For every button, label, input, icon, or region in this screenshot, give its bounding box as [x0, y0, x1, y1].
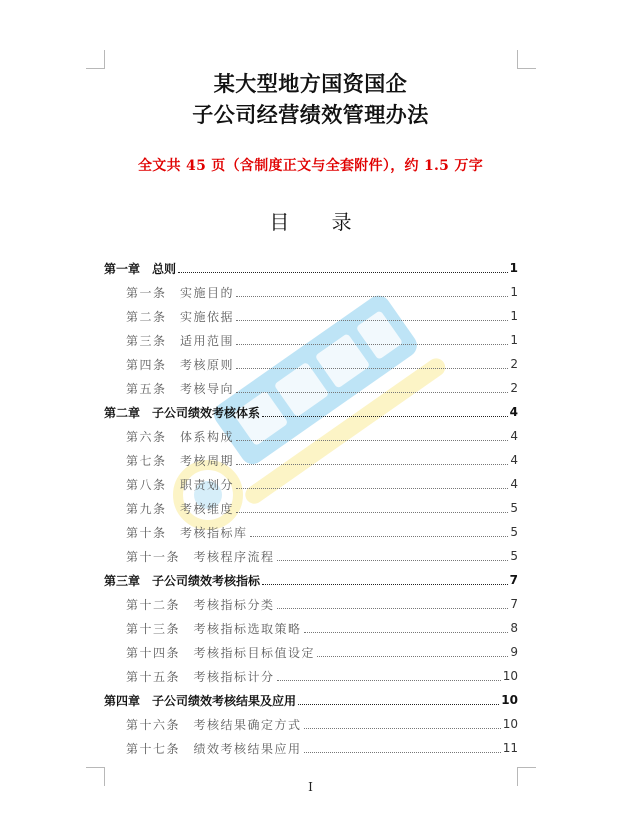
toc-entry-label: 第十二条 考核指标分类	[126, 597, 275, 612]
toc-article-entry[interactable]	[104, 280, 518, 304]
toc-article-entry[interactable]	[104, 640, 518, 664]
toc-article-entry[interactable]	[104, 448, 518, 472]
toc-article-entry[interactable]	[104, 712, 518, 736]
page-count-note: 全文共 45 页（含制度正文与全套附件），约 1.5 万字	[137, 158, 484, 174]
toc-leader-dots	[262, 415, 508, 417]
toc-entry-label: 第三条 适用范围	[126, 333, 235, 348]
toc-article-entry[interactable]	[104, 304, 518, 328]
toc-entry-page: 4	[510, 429, 518, 443]
crop-mark-top-left	[86, 50, 105, 69]
toc-entry-label: 第五条 考核导向	[126, 381, 235, 396]
crop-mark-top-right	[517, 50, 536, 69]
toc-article-entry[interactable]	[104, 376, 518, 400]
toc-entry-label: 第四章 子公司绩效考核结果及应用	[104, 693, 297, 708]
toc-entry-label: 第十条 考核指标库	[126, 525, 248, 540]
toc-leader-dots	[236, 343, 508, 345]
toc-leader-dots	[236, 367, 508, 369]
toc-entry-label: 第二章 子公司绩效考核体系	[104, 405, 261, 420]
toc-entry-page: 7	[510, 597, 518, 611]
toc-entry-page: 9	[510, 645, 518, 659]
toc-entry-page: 7	[509, 573, 518, 587]
toc-article-entry[interactable]	[104, 664, 518, 688]
document-title-line1: 某大型地方国资国企	[213, 71, 408, 96]
toc-entry-label: 第三章 子公司绩效考核指标	[104, 573, 261, 588]
toc-entry-label: 第一章 总则	[104, 261, 177, 276]
toc-leader-dots	[317, 655, 508, 657]
toc-entry-label: 第十六条 考核结果确定方式	[126, 717, 302, 732]
toc-leader-dots	[277, 559, 509, 561]
toc-entry-page: 5	[510, 501, 518, 515]
toc-article-entry[interactable]	[104, 544, 518, 568]
toc-leader-dots	[277, 679, 501, 681]
toc-article-entry[interactable]	[104, 472, 518, 496]
toc-entry-page: 4	[510, 453, 518, 467]
toc-entry-label: 第九条 考核维度	[126, 501, 235, 516]
toc-chapter-entry[interactable]	[104, 400, 518, 424]
toc-leader-dots	[262, 583, 508, 585]
toc-leader-dots	[304, 631, 509, 633]
toc-leader-dots	[277, 607, 509, 609]
toc-entry-label: 第八条 职责划分	[126, 477, 235, 492]
toc-leader-dots	[236, 439, 508, 441]
toc-entry-page: 5	[510, 549, 518, 563]
toc-chapter-entry[interactable]	[104, 256, 518, 280]
toc-chapter-entry[interactable]	[104, 688, 518, 712]
toc-entry-page: 1	[510, 333, 518, 347]
toc-leader-dots	[236, 391, 508, 393]
page-number: I	[308, 780, 313, 794]
toc-entry-label: 第十五条 考核指标计分	[126, 669, 275, 684]
toc-article-entry[interactable]	[104, 424, 518, 448]
toc-article-entry[interactable]	[104, 352, 518, 376]
toc-leader-dots	[236, 295, 508, 297]
toc-leader-dots	[250, 535, 509, 537]
toc-leader-dots	[236, 487, 508, 489]
toc-entry-page: 8	[510, 621, 518, 635]
toc-entry-label: 第二条 实施依据	[126, 309, 235, 324]
toc-entry-page: 1	[510, 285, 518, 299]
toc-leader-dots	[236, 463, 508, 465]
toc-entry-page: 10	[501, 693, 518, 707]
document-title-line2: 子公司经营绩效管理办法	[192, 102, 429, 127]
toc-entry-page: 11	[502, 741, 518, 755]
toc-leader-dots	[298, 703, 499, 705]
toc-entry-label: 第十一条 考核程序流程	[126, 549, 275, 564]
toc-entry-label: 第七条 考核周期	[126, 453, 235, 468]
toc-entry-page: 1	[510, 309, 518, 323]
toc-entry-page: 10	[502, 669, 518, 683]
toc-leader-dots	[304, 751, 501, 753]
toc-entry-label: 第六条 体系构成	[126, 429, 235, 444]
toc-entry-page: 2	[510, 381, 518, 395]
toc-leader-dots	[236, 319, 508, 321]
toc-leader-dots	[236, 511, 508, 513]
table-of-contents	[104, 256, 518, 760]
toc-article-entry[interactable]	[104, 592, 518, 616]
toc-leader-dots	[304, 727, 501, 729]
toc-entry-page: 10	[502, 717, 518, 731]
toc-entry-page: 2	[510, 357, 518, 371]
toc-entry-label: 第十三条 考核指标选取策略	[126, 621, 302, 636]
toc-article-entry[interactable]	[104, 328, 518, 352]
toc-article-entry[interactable]	[104, 736, 518, 760]
toc-entry-label: 第一条 实施目的	[126, 285, 235, 300]
toc-entry-label: 第十四条 考核指标目标值设定	[126, 645, 316, 660]
toc-article-entry[interactable]	[104, 496, 518, 520]
toc-leader-dots	[178, 271, 508, 273]
toc-entry-label: 第四条 考核原则	[126, 357, 235, 372]
toc-article-entry[interactable]	[104, 616, 518, 640]
toc-article-entry[interactable]	[104, 520, 518, 544]
toc-chapter-entry[interactable]	[104, 568, 518, 592]
toc-entry-page: 4	[510, 477, 518, 491]
toc-entry-page: 4	[509, 405, 518, 419]
toc-entry-label: 第十七条 绩效考核结果应用	[126, 741, 302, 756]
toc-entry-page: 5	[510, 525, 518, 539]
toc-entry-page: 1	[509, 261, 518, 275]
toc-heading: 目 录	[269, 210, 370, 234]
